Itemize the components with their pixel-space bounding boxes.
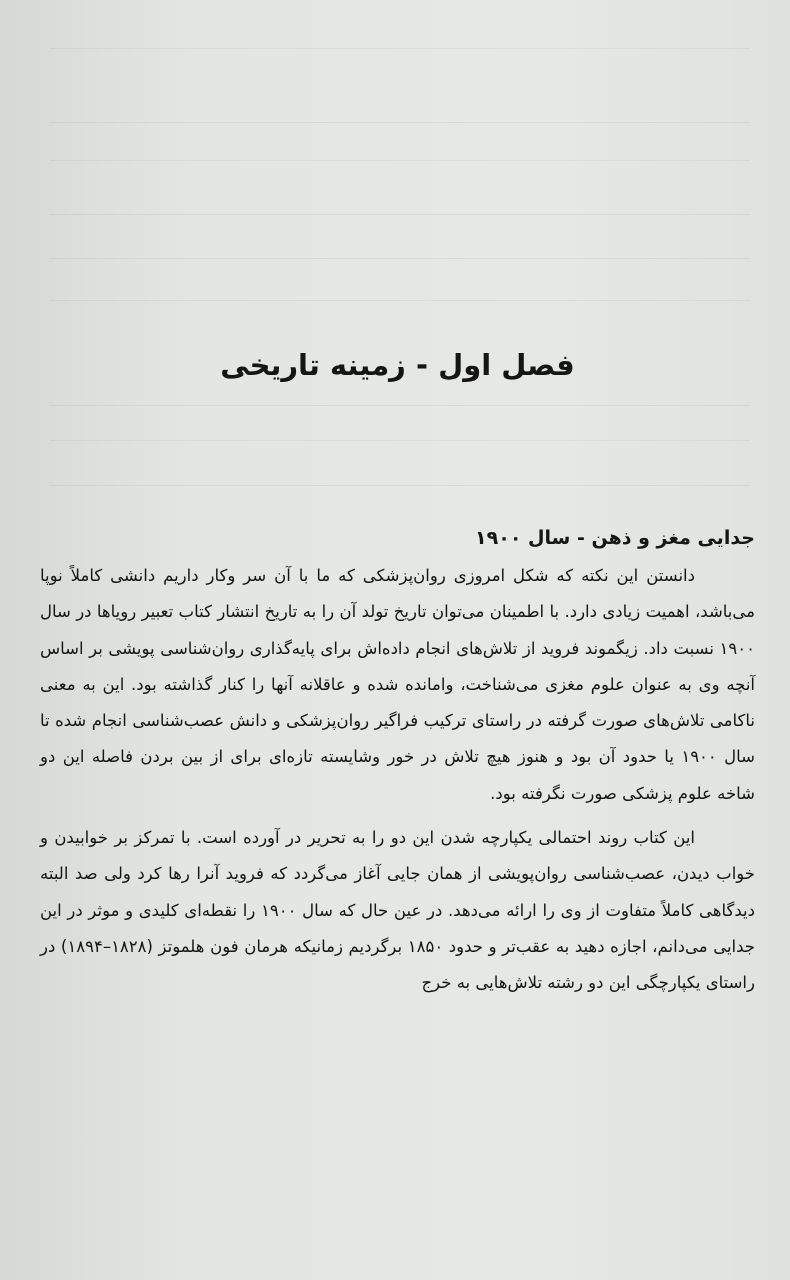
bleed-through-line — [50, 160, 750, 161]
bleed-through-line — [50, 258, 750, 259]
bleed-through-line — [50, 214, 750, 215]
bleed-through-line — [50, 48, 750, 49]
section-title: جدایی مغز و ذهن - سال ۱۹۰۰ — [475, 527, 755, 549]
paragraph: دانستن این نکته که شکل امروزی روان‌پزشکی که ما با آن سر وکار داریم دانشی کاملاً نوپا می‌باشد، اهمیت زیادی دارد. با اطمینان می‌توان تاریخ تولد آن را به تاریخ انتشار کتاب تعبیر رویاها در سال ۱۹۰۰ نسبت داد. زیگموند فروید از تلاش‌های انجام داده‌اش برای پایه‌گذاری روان‌شناسی پویشی بر اساس آنچه وی به عنوان علوم مغزی می‌شناخت، وامانده شده و عاقلانه آنها را کنار گذاشته بود. این به معنی ناکامی تلاش‌های صورت گرفته در راستای ترکیب فراگیر روان‌پزشکی و دانش عصب‌شناسی انجام شده تا سال ۱۹۰۰ یا حدود آن بود و هنوز هیچ تلاش در خور وشایسته تازه‌ای برای از بین بردن فاصله این دو شاخه علوم پزشکی صورت نگرفته بود. — [40, 566, 756, 803]
chapter-title: فصل اول - زمینه تاریخی — [220, 348, 575, 382]
bleed-through-line — [50, 122, 750, 123]
bleed-through-line — [50, 300, 750, 301]
page-content — [40, 330, 755, 1002]
paragraph: این کتاب روند احتمالی یکپارچه شدن این دو را به تحریر در آورده است. با تمرکز بر خوابیدن و خواب دیدن، عصب‌شناسی روان‌پویشی از همان جایی آغاز می‌گردد که فروید آنرا رها کرد ولی صد البته دیدگاهی کاملاً متفاوت از وی را ارائه می‌دهد. در عین حال که سال ۱۹۰۰ را نقطه‌ای کلیدی و موثر در این جدایی می‌دانم، اجازه دهید به عقب‌تر و حدود ۱۸۵۰ برگردیم زمانیکه هرمان فون هلموتز (۱۸۲۸–۱۸۹۴) در راستای یکپارچگی این دو رشته تلاش‌هایی به خرج — [40, 828, 755, 993]
